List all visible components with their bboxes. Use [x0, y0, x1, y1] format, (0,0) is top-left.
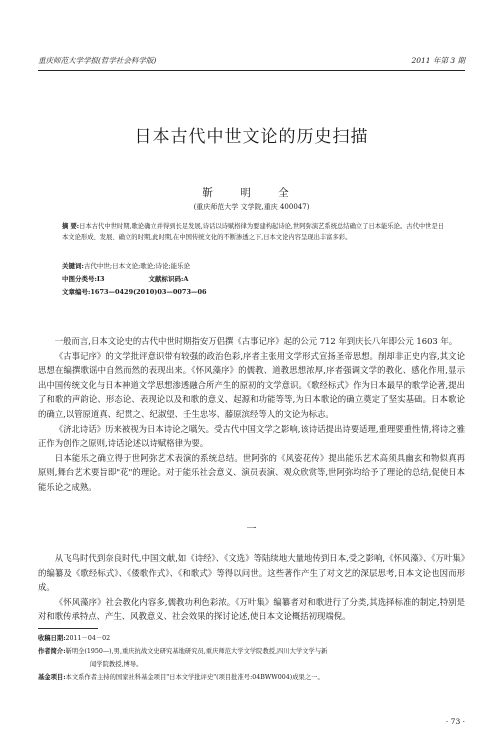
clc-label: 中图分类号: — [62, 275, 97, 283]
received-date — [38, 632, 465, 645]
body-text-intro — [38, 334, 465, 495]
body-text-section-1 — [38, 551, 465, 624]
doc-code-label: 文献标识码: — [148, 275, 184, 283]
abstract-label: 摘 要: — [62, 223, 80, 230]
section-number: 一 — [246, 524, 257, 535]
paragraph: 一般而言,日本文论史的古代中世时期指安万侣撰《古事记序》起的公元 712 年到庆长八年即公元 1603 年。 — [54, 336, 458, 346]
clc-value: I3 — [96, 275, 105, 283]
page-number: · 73 · — [445, 717, 465, 726]
paragraph: 《怀风藻序》社会教化内容多,儒教功利色彩浓。《万叶集》编纂者对和歌进行了分类,其选择标准的制定,特别是对和歌传承特点、产生、风教意义、社会效果的探讨论述,使日本文论概括初现端倪。 — [38, 596, 465, 622]
paragraph: 从飞鸟时代到奈良时代,中国文献,如《诗经》、《文选》等陆续地大量地传到日本,受之影响,《怀风藻》、《万叶集》的编纂及《歌经标式》、《倭歌作式》、《和歌式》等得以问世。这些著作产生了对文艺的深层思考,日本文论也因而形成。 — [38, 553, 465, 593]
article-number-label: 文章编号: — [62, 288, 91, 296]
running-header — [38, 55, 465, 67]
classification-line — [62, 274, 447, 283]
keywords-label: 关键词: — [62, 262, 84, 270]
received-label: 收稿日期: — [38, 635, 66, 642]
abstract — [62, 221, 447, 244]
fund-label: 基金项目: — [38, 674, 66, 681]
article-author: 靳 明 全 — [202, 187, 301, 199]
author-bio — [38, 645, 465, 658]
paragraph: 日本能乐之确立得于世阿弥艺术表演的系统总结。世阿弥的《风姿花传》提出能乐艺术高须具幽玄和物似真再原则,舞台艺术要旨即"花"的理论。对于能乐社会意义、演员表演、观众欣赏等,世阿弥均给予了理论的总结,促使日本能乐论之成熟。 — [38, 452, 465, 492]
received-value: 2011－04－02 — [65, 635, 111, 642]
doc-code-value: A — [183, 275, 189, 283]
journal-name: 重庆师范大学学报(哲学社会科学版) — [38, 56, 157, 65]
article-number — [62, 287, 447, 296]
abstract-text: 日本古代中世时期,歌论确立并得到长足发展,诗话以诗赋格律为要建构起诗论,世阿弥演艺系统总结确立了日本能乐论。古代中世是日本文论形成、发展、确立的时期,此时期,在中国传统文化的不断渗透之下,日本文论内容呈现出丰富多彩。 — [62, 223, 445, 242]
author-bio-line2: 闻学院教授,博导。 — [90, 661, 143, 668]
footnotes — [38, 632, 465, 684]
fund-text: 本文系作者主持的国家社科基金项目"日本文学批评史"(项目批准号:04BWW004)成果之一。 — [65, 674, 324, 681]
author-bio-label: 作者简介: — [38, 648, 66, 655]
doc-code-field — [148, 275, 188, 283]
author-bio-line1: 靳明全(1950—),男,重庆抗战文史研究基地研究员,重庆师范大学文学院教授,四川大学文学与新 — [65, 648, 328, 655]
fund-info — [38, 671, 465, 684]
article-number-value: 1673—0429(2010)03—0073—06 — [90, 288, 207, 296]
paragraph: 《济北诗话》历来被视为日本诗论之嚆矢。受古代中国文学之影响,该诗话提出诗要适理,重理要重性情,将诗之雅正作为创作之原则,诗话论述以诗赋格律为要。 — [38, 423, 465, 449]
article-title: 日本古代中世文论的历史扫描 — [134, 127, 369, 147]
footnote-rule — [38, 628, 98, 629]
clc-field — [62, 275, 104, 283]
header-rule — [38, 70, 465, 71]
paragraph: 《古事记序》的文学批评意识带有较强的政治色彩,序者主张用文学形式宣扬圣帝思想。削却非正史内容,其文论思想在编撰歌谣中自然而然的表现出来。《怀风藻序》的儒教、道教思想浓厚,序者强调文学的教化、感化作用,显示出中国传统文化与日本神道文学思想渗透融合所产生的原初的文学意识。《歌经标式》作为日本最早的歌学论著,提出了和歌的声韵论、形态论、表现论以及和歌的意义、起源和功能等等,为日本歌论的确立奠定了坚实基础。日本歌论的确立,以管原道真、纪贯之、纪淑望、壬生忠岑、藤原滨经等人的文论为标志。 — [38, 350, 465, 419]
issue-label: 2011 年第 3 期 — [411, 56, 465, 65]
author-affiliation: (重庆师范大学 文学院,重庆 400047) — [193, 203, 310, 211]
keywords — [62, 261, 447, 270]
keywords-text: 古代中世;日本文论;歌论;诗论;能乐论 — [83, 262, 191, 270]
